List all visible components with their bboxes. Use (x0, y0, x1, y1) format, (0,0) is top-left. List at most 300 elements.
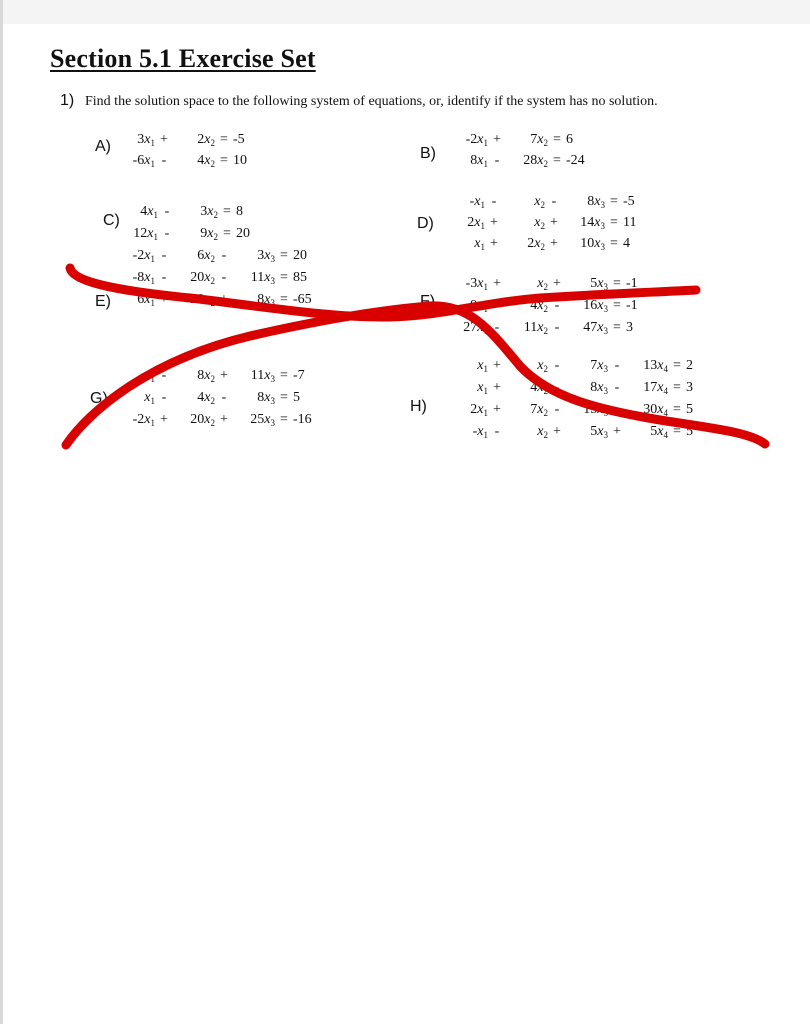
rhs-value: 85 (293, 270, 307, 285)
coefficient: 4 (530, 298, 538, 313)
equation-term (506, 402, 548, 418)
variable: x (474, 236, 481, 251)
coefficient: 28 (523, 153, 538, 168)
equation-term (113, 132, 155, 148)
operator: - (164, 226, 170, 241)
exercise-label: E) (95, 293, 111, 310)
variable: x (534, 215, 541, 230)
coefficient: 2 (470, 402, 478, 417)
equation-term (506, 320, 548, 336)
equation-row (113, 390, 319, 406)
variable-subscript: 3 (270, 374, 275, 384)
variable-subscript: 3 (600, 221, 605, 231)
equation-term (173, 368, 215, 384)
coefficient: 17 (643, 380, 658, 395)
rhs-value: -5 (233, 132, 245, 147)
variable: x (207, 204, 214, 219)
variable-subscript: 2 (213, 232, 218, 242)
equation-term (626, 358, 668, 374)
operator: - (494, 298, 500, 313)
variable-subscript: 1 (483, 282, 488, 292)
equation-term (116, 204, 158, 220)
equals-sign: = (220, 132, 228, 147)
variable: x (204, 412, 211, 427)
equation-term (443, 215, 485, 231)
variable-subscript: 2 (210, 298, 215, 308)
equation-term (113, 390, 155, 406)
equation-term (506, 358, 548, 374)
variable-subscript: 3 (600, 242, 605, 252)
equation-term (446, 153, 488, 169)
equation-row (446, 153, 592, 169)
variable: x (147, 204, 154, 219)
equation-term (176, 204, 218, 220)
operator: - (554, 320, 560, 335)
coefficient: -6 (132, 153, 145, 168)
variable: x (477, 380, 484, 395)
variable-subscript: 2 (210, 396, 215, 406)
variable: x (537, 320, 544, 335)
variable: x (204, 153, 211, 168)
operator: + (490, 215, 498, 230)
variable-subscript: 4 (663, 408, 668, 418)
operator: + (553, 424, 561, 439)
coefficient: 8 (590, 380, 598, 395)
variable-subscript: 1 (483, 326, 488, 336)
variable-subscript: 3 (603, 282, 608, 292)
question-text: Find the solution space to the following system of equations, or, identify if the system has no solution. (85, 94, 658, 109)
coefficient: - (469, 194, 475, 209)
equation-term (446, 380, 488, 396)
operator: - (161, 153, 167, 168)
operator: - (161, 270, 167, 285)
coefficient: 6 (197, 248, 205, 263)
operator: - (554, 358, 560, 373)
operator: + (493, 276, 501, 291)
exercise-label: C) (103, 212, 120, 229)
operator: - (554, 298, 560, 313)
coefficient: 9 (200, 226, 208, 241)
equation-term (446, 132, 488, 148)
operator: + (220, 412, 228, 427)
operator: - (161, 368, 167, 383)
variable: x (597, 380, 604, 395)
rhs-value: -7 (293, 368, 305, 383)
variable-subscript: 2 (540, 242, 545, 252)
equation-row (116, 226, 262, 242)
variable-subscript: 2 (210, 159, 215, 169)
operator: - (494, 320, 500, 335)
equation-row (446, 380, 712, 396)
operator: - (161, 390, 167, 405)
variable: x (537, 276, 544, 291)
coefficient: 20 (190, 412, 205, 427)
rhs-value: -5 (623, 194, 635, 209)
equation-row (113, 368, 319, 384)
equation-term (506, 276, 548, 292)
rhs-value: -1 (626, 298, 638, 313)
coefficient: 12 (133, 226, 148, 241)
coefficient: 11 (250, 368, 265, 383)
coefficient: 3 (137, 132, 145, 147)
variable: x (204, 390, 211, 405)
variable: x (204, 368, 211, 383)
variable: x (264, 390, 271, 405)
rhs-value: 2 (686, 358, 693, 373)
variable-subscript: 1 (483, 159, 488, 169)
equation-row (116, 204, 262, 220)
equation-term (446, 298, 488, 314)
variable: x (594, 194, 601, 209)
coefficient: 25 (250, 412, 265, 427)
coefficient: 5 (590, 276, 598, 291)
top-bar (0, 0, 810, 24)
variable-subscript: 2 (543, 408, 548, 418)
operator: + (493, 402, 501, 417)
equation-term (173, 292, 215, 308)
coefficient: 8 (257, 292, 265, 307)
operator: - (221, 248, 227, 263)
equation-row (446, 132, 592, 148)
variable-subscript: 1 (150, 254, 155, 264)
operator: + (160, 292, 168, 307)
variable: x (144, 248, 151, 263)
variable: x (537, 380, 544, 395)
variable-subscript: 2 (543, 326, 548, 336)
equation-row (446, 320, 652, 336)
variable: x (144, 390, 151, 405)
variable: x (534, 236, 541, 251)
variable-subscript: 1 (153, 210, 158, 220)
variable: x (537, 424, 544, 439)
variable: x (147, 226, 154, 241)
variable: x (144, 412, 151, 427)
equation-term (233, 412, 275, 428)
equals-sign: = (613, 298, 621, 313)
operator: + (550, 215, 558, 230)
equation-term (233, 270, 275, 286)
variable: x (597, 358, 604, 373)
equation-row (446, 424, 712, 440)
variable: x (477, 402, 484, 417)
equals-sign: = (613, 320, 621, 335)
coefficient: 3 (200, 204, 208, 219)
variable-subscript: 2 (543, 430, 548, 440)
operator: - (221, 390, 227, 405)
operator: + (220, 292, 228, 307)
coefficient: 6 (137, 292, 145, 307)
variable-subscript: 2 (543, 159, 548, 169)
variable: x (537, 298, 544, 313)
coefficient: 4 (197, 153, 205, 168)
variable-subscript: 2 (210, 374, 215, 384)
variable-subscript: 4 (663, 430, 668, 440)
coefficient: 7 (590, 358, 598, 373)
variable-subscript: 1 (150, 276, 155, 286)
equation-term (113, 368, 155, 384)
equals-sign: = (610, 194, 618, 209)
equation-term (113, 248, 155, 264)
equation-term (233, 390, 275, 406)
equation-term (446, 320, 488, 336)
variable-subscript: 1 (483, 304, 488, 314)
equation-term (113, 412, 155, 428)
variable-subscript: 2 (210, 276, 215, 286)
variable-subscript: 1 (483, 430, 488, 440)
variable-subscript: 1 (150, 138, 155, 148)
equation-term (233, 248, 275, 264)
equals-sign: = (223, 226, 231, 241)
operator: + (160, 412, 168, 427)
variable: x (534, 194, 541, 209)
equals-sign: = (220, 153, 228, 168)
coefficient: 20 (190, 292, 205, 307)
variable: x (477, 132, 484, 147)
variable-subscript: 3 (603, 430, 608, 440)
variable-subscript: 1 (483, 408, 488, 418)
variable: x (144, 292, 151, 307)
variable-subscript: 4 (663, 364, 668, 374)
variable: x (264, 368, 271, 383)
equation-row (446, 402, 712, 418)
variable: x (207, 226, 214, 241)
coefficient: -2 (465, 132, 478, 147)
equals-sign: = (280, 270, 288, 285)
coefficient: 47 (583, 320, 598, 335)
equals-sign: = (280, 248, 288, 263)
variable: x (597, 424, 604, 439)
equation-term (626, 402, 668, 418)
equals-sign: = (280, 368, 288, 383)
variable-subscript: 3 (603, 304, 608, 314)
coefficient: - (139, 368, 145, 383)
variable: x (477, 358, 484, 373)
equation-term (446, 276, 488, 292)
equation-term (566, 276, 608, 292)
coefficient: 4 (140, 204, 148, 219)
page-edge (0, 0, 3, 1024)
coefficient: - (472, 424, 478, 439)
variable: x (264, 292, 271, 307)
variable: x (144, 132, 151, 147)
variable: x (597, 298, 604, 313)
variable: x (537, 358, 544, 373)
coefficient: -8 (132, 270, 145, 285)
equals-sign: = (673, 380, 681, 395)
rhs-value: 3 (686, 380, 693, 395)
rhs-value: -16 (293, 412, 312, 427)
equation-term (173, 390, 215, 406)
variable: x (594, 215, 601, 230)
equation-term (506, 132, 548, 148)
variable-subscript: 2 (210, 138, 215, 148)
variable: x (657, 380, 664, 395)
page-title: Section 5.1 Exercise Set (50, 44, 316, 73)
equation-term (566, 358, 608, 374)
exercise-label: G) (90, 390, 108, 407)
variable-subscript: 3 (270, 298, 275, 308)
operator: - (161, 248, 167, 263)
coefficient: 5 (650, 424, 658, 439)
operator: - (164, 204, 170, 219)
variable-subscript: 4 (663, 386, 668, 396)
coefficient: 8 (470, 153, 478, 168)
variable: x (204, 248, 211, 263)
variable: x (477, 320, 484, 335)
exercise-label: A) (95, 138, 111, 155)
coefficient: 8 (587, 194, 595, 209)
variable-subscript: 1 (153, 232, 158, 242)
equals-sign: = (553, 132, 561, 147)
coefficient: 7 (530, 132, 538, 147)
equation-row (443, 236, 649, 252)
equation-term (506, 153, 548, 169)
operator: - (491, 194, 497, 209)
equation-row (446, 276, 652, 292)
equals-sign: = (280, 390, 288, 405)
exercise-label: F) (420, 293, 436, 310)
coefficient: 27 (463, 320, 478, 335)
operator: - (551, 194, 557, 209)
rhs-value: 11 (623, 215, 637, 230)
rhs-value: 20 (293, 248, 307, 263)
equation-term (506, 298, 548, 314)
variable: x (537, 402, 544, 417)
coefficient: 11 (250, 270, 265, 285)
operator: - (614, 358, 620, 373)
operator: - (614, 380, 620, 395)
equation-row (113, 248, 319, 264)
coefficient: -3 (465, 276, 478, 291)
equation-term (113, 153, 155, 169)
operator: + (550, 236, 558, 251)
coefficient: 7 (530, 402, 538, 417)
coefficient: 16 (583, 298, 598, 313)
variable: x (537, 153, 544, 168)
coefficient: 4 (197, 390, 205, 405)
coefficient: 2 (467, 215, 475, 230)
variable: x (474, 194, 481, 209)
variable-subscript: 2 (543, 282, 548, 292)
equals-sign: = (553, 153, 561, 168)
equation-row (113, 292, 319, 308)
variable-subscript: 3 (270, 418, 275, 428)
equation-term (566, 380, 608, 396)
variable-subscript: 1 (150, 374, 155, 384)
equation-term (503, 236, 545, 252)
equals-sign: = (280, 292, 288, 307)
rhs-value: 10 (233, 153, 247, 168)
operator: + (493, 380, 501, 395)
variable-subscript: 1 (150, 418, 155, 428)
variable: x (144, 153, 151, 168)
equals-sign: = (613, 276, 621, 291)
variable-subscript: 1 (480, 242, 485, 252)
equation-term (446, 402, 488, 418)
equation-term (503, 194, 545, 210)
variable-subscript: 2 (210, 254, 215, 264)
coefficient: 3 (257, 248, 265, 263)
equation-term (173, 248, 215, 264)
variable: x (204, 292, 211, 307)
rhs-value: 20 (236, 226, 250, 241)
equals-sign: = (223, 204, 231, 219)
equals-sign: = (673, 424, 681, 439)
variable-subscript: 2 (213, 210, 218, 220)
equation-term (173, 270, 215, 286)
equation-term (116, 226, 158, 242)
exercise-label: B) (420, 145, 436, 162)
equation-row (443, 194, 649, 210)
equation-term (443, 194, 485, 210)
variable-subscript: 2 (540, 221, 545, 231)
operator: - (614, 402, 620, 417)
variable-subscript: 1 (483, 138, 488, 148)
rhs-value: 5 (686, 424, 693, 439)
variable-subscript: 3 (603, 386, 608, 396)
equation-term (566, 298, 608, 314)
variable-subscript: 2 (210, 418, 215, 428)
variable: x (474, 215, 481, 230)
operator: + (490, 236, 498, 251)
variable-subscript: 2 (543, 304, 548, 314)
variable: x (477, 153, 484, 168)
operator: + (493, 132, 501, 147)
coefficient: 2 (527, 236, 535, 251)
equation-row (443, 215, 649, 231)
equation-term (566, 402, 608, 418)
equation-term (563, 194, 605, 210)
variable-subscript: 3 (603, 364, 608, 374)
equation-row (113, 132, 259, 148)
variable-subscript: 2 (543, 386, 548, 396)
equation-term (626, 380, 668, 396)
rhs-value: 4 (623, 236, 630, 251)
variable: x (597, 276, 604, 291)
equals-sign: = (610, 236, 618, 251)
operator: + (220, 368, 228, 383)
variable: x (657, 424, 664, 439)
coefficient: 11 (523, 320, 538, 335)
equation-term (443, 236, 485, 252)
operator: - (221, 270, 227, 285)
equation-term (566, 424, 608, 440)
operator: + (553, 276, 561, 291)
rhs-value: 6 (566, 132, 573, 147)
variable-subscript: 3 (270, 396, 275, 406)
variable: x (144, 270, 151, 285)
variable-subscript: 3 (270, 276, 275, 286)
variable: x (144, 368, 151, 383)
coefficient: 2 (197, 132, 205, 147)
equation-term (233, 292, 275, 308)
equation-term (563, 215, 605, 231)
rhs-value: -1 (626, 276, 638, 291)
coefficient: 8 (197, 368, 205, 383)
rhs-value: 5 (686, 402, 693, 417)
equation-term (566, 320, 608, 336)
variable-subscript: 2 (540, 200, 545, 210)
coefficient: 14 (580, 215, 595, 230)
equation-term (173, 132, 215, 148)
variable: x (264, 270, 271, 285)
equation-term (173, 153, 215, 169)
coefficient: 8 (257, 390, 265, 405)
coefficient: 10 (580, 236, 595, 251)
coefficient: 9 (470, 298, 478, 313)
variable-subscript: 1 (480, 221, 485, 231)
equation-term (503, 215, 545, 231)
